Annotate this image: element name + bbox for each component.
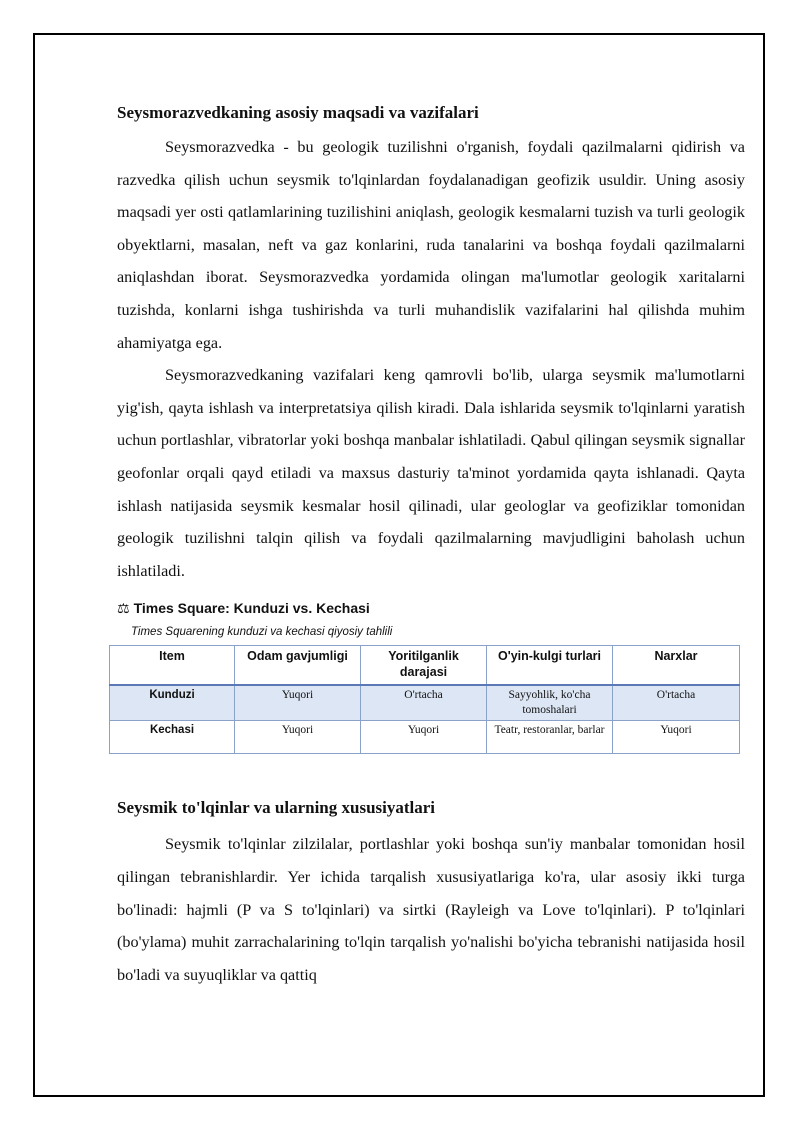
section-heading-main-purpose: Seysmorazvedkaning asosiy maqsadi va vazifalari <box>117 103 479 122</box>
table-cell: Yuqori <box>235 721 361 754</box>
table-title <box>117 597 745 619</box>
table-title-text: Times Square: Kunduzi vs. Kechasi <box>133 600 370 617</box>
table-row <box>110 721 740 754</box>
table-subtitle: Times Squarening kunduzi va kechasi qiyosiy tahlili <box>131 626 393 639</box>
header-entertainment: O'yin-kulgi turlari <box>487 646 613 686</box>
table-cell: Yuqori <box>613 721 740 754</box>
table-header-row <box>110 646 740 686</box>
table-cell: Yuqori <box>235 685 361 721</box>
table-cell: O'rtacha <box>361 685 487 721</box>
header-item: Item <box>110 646 235 686</box>
table-cell: Yuqori <box>361 721 487 754</box>
page-border <box>33 33 765 1097</box>
paragraph-tasks: Seysmorazvedkaning vazifalari keng qamrovli bo'lib, ularga seysmik ma'lumotlarni yig'ish, qayta ishlash va interpretatsiya qilish kiradi. Dala ishlarida seysmik to'lqinlarni yaratish uchun portlashlar, vibratorlar yoki boshqa manbalar ishlatiladi. Qabul qilingan seysmik signallar geofonlar orqali qayd etiladi va maxsus dasturiy ta'minot yordamida qayta ishlanadi. Qayta ishlash natijasida seysmik kesmalar hosil qilinadi, ular geologlar va geofiziklar tomonidan geologik tuzilishni talqin qilish va foydali qazilmalarning mavjudligini baholash uchun ishlatiladi. <box>117 366 745 580</box>
header-prices: Narxlar <box>613 646 740 686</box>
row-label: Kunduzi <box>110 685 235 721</box>
balance-scale-icon: ⚖ <box>117 600 130 617</box>
table-cell: Sayyohlik, ko'cha tomoshalari <box>487 685 613 721</box>
paragraph-seismic-waves: Seysmik to'lqinlar zilzilalar, portlashlar yoki boshqa sun'iy manbalar tomonidan hosil qilingan tebranishlardir. Yer ichida tarqalish xususiyatlariga ko'ra, ular asosiy ikki turga bo'linadi: hajmli (P va S to'lqinlari) va sirtki (Rayleigh va Love to'lqinlari). P to'lqinlari (bo'ylama) muhit zarrachalarining to'lqin tarqalish yo'nalishi bo'yicha tebranishi natijasida hosil bo'ladi va suyuqliklar va qattiq <box>117 835 745 984</box>
table-cell: Teatr, restoranlar, barlar <box>487 721 613 754</box>
header-lighting: Yoritilganlik darajasi <box>361 646 487 686</box>
header-crowd: Odam gavjumligi <box>235 646 361 686</box>
row-label: Kechasi <box>110 721 235 754</box>
table-row <box>110 685 740 721</box>
paragraph-definition: Seysmorazvedka - bu geologik tuzilishni o'rganish, foydali qazilmalarni qidirish va razvedka qilish uchun seysmik to'lqinlardan foydalanadigan geofizik usuldir. Uning asosiy maqsadi yer osti qatlamlarining tuzilishini aniqlash, geologik kesmalarni tuzish va turli geologik obyektlarni, masalan, neft va gaz konlarini, ruda tanalarini va boshqa foydali qazilmalarni aniqlashdan iborat. Seysmorazvedka yordamida olingan ma'lumotlar geologik xaritalarni tuzishda, konlarni ishga tushirishda va turli muhandislik vazifalarini hal qilishda muhim ahamiyatga ega. <box>117 138 745 352</box>
table-cell: O'rtacha <box>613 685 740 721</box>
document-content <box>117 101 745 991</box>
section-heading-seismic-waves: Seysmik to'lqinlar va ularning xususiyatlari <box>117 798 436 818</box>
comparison-table <box>109 645 740 754</box>
